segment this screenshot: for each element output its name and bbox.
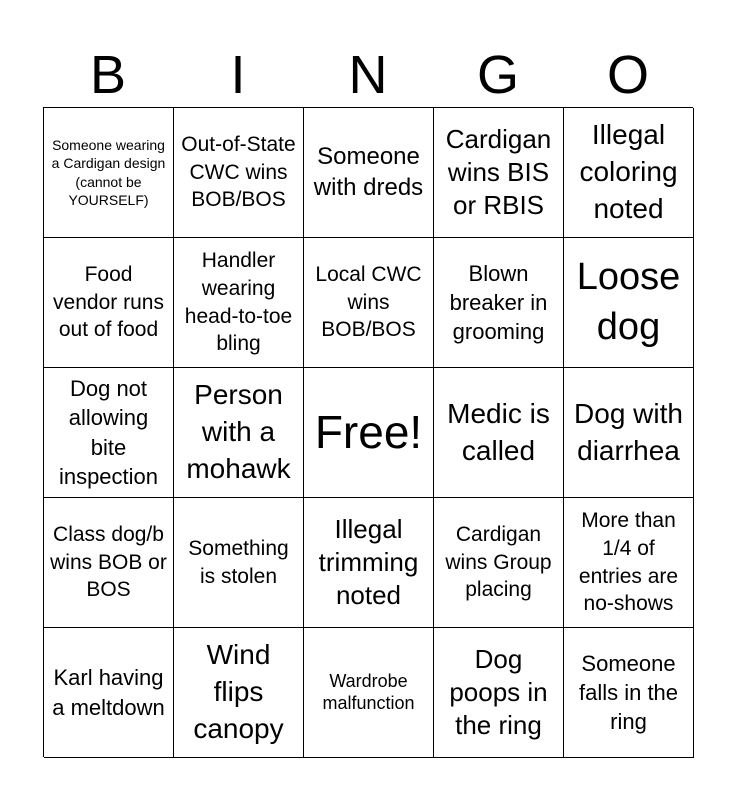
bingo-cell-r4c3[interactable] — [304, 498, 434, 628]
bingo-cell-r5c5[interactable] — [564, 628, 694, 758]
cell-text: Dog with diarrhea — [574, 397, 683, 466]
header-letter-i: I — [230, 45, 246, 105]
bingo-cell-r4c2[interactable] — [174, 498, 304, 628]
bingo-cell-r1c3[interactable] — [304, 108, 434, 238]
header-letter-g: G — [476, 45, 519, 105]
cell-text: Food vendor runs out of food — [53, 262, 164, 342]
cell-text: Illegal trimming noted — [318, 514, 419, 610]
bingo-card — [43, 107, 693, 757]
bingo-cell-r2c2[interactable] — [174, 238, 304, 368]
bingo-cell-r3c4[interactable] — [434, 368, 564, 498]
bingo-cell-r1c4[interactable] — [434, 108, 564, 238]
cell-text: Blown breaker in grooming — [449, 260, 548, 345]
free-space-text: Free! — [314, 405, 423, 458]
cell-text: Dog not allowing bite inspection — [58, 376, 159, 489]
bingo-cell-r2c5[interactable] — [564, 238, 694, 368]
cell-text: Handler wearing head-to-toe bling — [184, 249, 293, 356]
bingo-cell-r5c1[interactable] — [44, 628, 174, 758]
bingo-cell-r3c2[interactable] — [174, 368, 304, 498]
cell-text: Class dog/b wins BOB or BOS — [50, 522, 167, 602]
bingo-cell-r1c5[interactable] — [564, 108, 694, 238]
cell-text: Loose dog — [576, 256, 681, 348]
bingo-cell-r3c5[interactable] — [564, 368, 694, 498]
cell-text: Wardrobe malfunction — [322, 670, 415, 713]
cell-text: Cardigan wins BIS or RBIS — [445, 124, 552, 220]
bingo-cell-r1c2[interactable] — [174, 108, 304, 238]
bingo-cell-r5c2[interactable] — [174, 628, 304, 758]
cell-text: Dog poops in the ring — [449, 644, 548, 740]
cell-text: Someone wearing a Cardigan design (cannot be YOURSELF) — [51, 137, 166, 208]
cell-text: Local CWC wins BOB/BOS — [315, 262, 422, 342]
cell-text: Medic is called — [447, 397, 550, 466]
cell-text: Someone with dreds — [313, 143, 424, 201]
bingo-cell-r4c1[interactable] — [44, 498, 174, 628]
bingo-cell-r2c1[interactable] — [44, 238, 174, 368]
bingo-cell-r4c4[interactable] — [434, 498, 564, 628]
cell-text: Karl having a meltdown — [52, 665, 165, 720]
bingo-cell-r5c3[interactable] — [304, 628, 434, 758]
bingo-cell-r3c1[interactable] — [44, 368, 174, 498]
bingo-cell-r4c5[interactable] — [564, 498, 694, 628]
bingo-cell-r1c1[interactable] — [44, 108, 174, 238]
bingo-cell-r2c3[interactable] — [304, 238, 434, 368]
bingo-cell-r5c4[interactable] — [434, 628, 564, 758]
header-letter-o: O — [606, 45, 649, 105]
cell-text: Someone falls in the ring — [578, 650, 679, 735]
cell-text: Out-of-State CWC wins BOB/BOS — [181, 132, 296, 212]
bingo-cell-free[interactable] — [304, 368, 434, 498]
cell-text: Wind flips canopy — [193, 639, 284, 744]
cell-text: Cardigan wins Group placing — [445, 522, 552, 602]
cell-text: Illegal coloring noted — [579, 119, 678, 224]
cell-text: More than 1/4 of entries are no-shows — [578, 509, 679, 616]
cell-text: Something is stolen — [188, 536, 289, 588]
header-letter-n: N — [348, 45, 388, 105]
bingo-cell-r2c4[interactable] — [434, 238, 564, 368]
cell-text: Person with a mohawk — [186, 379, 291, 484]
header-letter-b: B — [89, 45, 127, 105]
bingo-header — [43, 44, 693, 106]
